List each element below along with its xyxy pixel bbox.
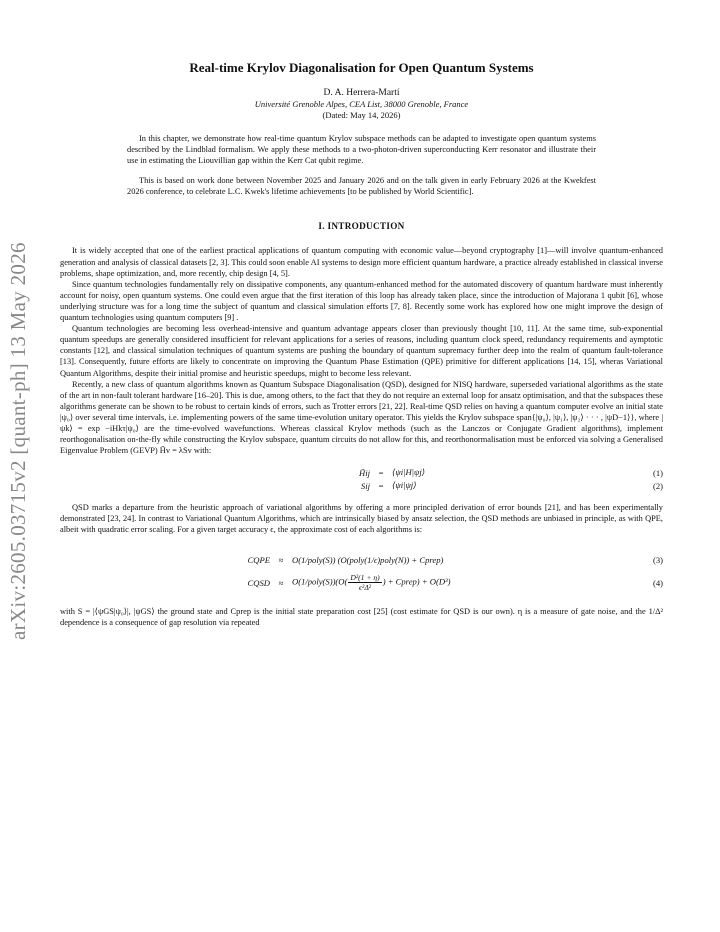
- paper-page: [60, 60, 663, 628]
- arxiv-identifier-stamp: arXiv:2605.03715v2 [quant-ph] 13 May 2026: [6, 242, 30, 640]
- equation-block-2: [60, 550, 663, 596]
- date-line: (Dated: May 14, 2026): [322, 110, 401, 120]
- equation-3-rhs: O(1/poly(S)) (O(poly(1/ϵ)poly(N)) + Cprep): [292, 554, 444, 565]
- equation-1-number: (1): [652, 467, 663, 478]
- equation-4-rhs-prefix: O(1/poly(S))(O(: [292, 576, 348, 587]
- equation-4-fraction: [348, 573, 381, 592]
- equation-1-rhs: ⟨ψi|H|ψj⟩: [392, 467, 426, 478]
- equation-3-number: (3): [652, 554, 663, 565]
- equation-4-fraction-denominator: ϵ²Δ²: [358, 583, 372, 593]
- equation-4: [60, 570, 663, 596]
- final-text: [60, 606, 663, 628]
- equation-4-operator: ≈: [278, 577, 284, 588]
- equation-3: [60, 550, 663, 570]
- author-name: D. A. Herrera-Martí: [323, 88, 400, 98]
- author-affiliation: Université Grenoble Alpes, CEA List, 38000 Grenoble, France: [254, 99, 469, 109]
- equation-2-rhs: ⟨ψi|ψj⟩: [392, 480, 417, 491]
- intro-paragraph-4: Recently, a new class of quantum algorithms known as Quantum Subspace Diagonalisation (QSD), designed for NISQ hardware, superseded variational algorithms as the state of the art in non-fault tolerant hardware [16–20]. This is due, among others, to the fact that they do not require an external loop for ansatz optimisation, and that the subspaces these algorithms generate can be shown to be robust to certain kinds of errors, such as Trotter errors [21, 22]. Real-time QSD relies on having a quantum computer evolve an initial state |ψ₀⟩ over several time intervals, i.e. implementing powers of the same time-evolution unitary operator. This yields the Krylov subspace span{|ψ₀⟩, |ψ₁⟩, |ψ₂⟩ · · · , |ψD−1⟩}, where |ψk⟩ = exp −iHkτ|ψ₀⟩ are the time-evolved wavefunctions. Whereas classical Krylov methods (such as the Lanczos or Conjugate Gradient algorithms), implement reorthogonalisation on-the-fly while constructing the Krylov subspace, quantum circuits do not allow for this, and reorthonormalisation must be enforced via solving a Generalised Eigenvalue Problem (GEVP) H̃v = λSv with:: [60, 379, 663, 456]
- paper-title: Real-time Krylov Diagonalisation for Open Quantum Systems: [189, 60, 534, 75]
- section-heading-introduction: I. INTRODUCTION: [318, 221, 405, 232]
- equation-1-operator: =: [378, 467, 384, 478]
- equation-3-operator: ≈: [278, 554, 284, 565]
- equation-block-1: [60, 466, 663, 492]
- abstract-paragraph-1: In this chapter, we demonstrate how real-time quantum Krylov subspace methods can be adapted to investigate open quantum systems described by the Lindblad formalism. We apply these methods to a two-photon-driven superconducting Kerr resonator and illustrate their use in estimating the Liouvillian gap within the Kerr Cat qubit regime.: [127, 134, 596, 166]
- qsd-paragraph: [60, 502, 663, 535]
- qsd-cost-paragraph: QSD marks a departure from the heuristic approach of variational algorithms by offering a more principled derivation of error bounds [21], and has been experimentally demonstrated [23, 24]. In contrast to Variational Quantum Algorithms, which are intrinsically biased by ansatz selection, the QSD methods are unbiased in principle, as with QPE, albeit with quadratic error scaling. For a given target accuracy ϵ, the approximate cost of each algorithms is:: [60, 503, 663, 535]
- intro-paragraph-2: Since quantum technologies fundamentally rely on dissipative components, any quantum-enhanced method for the automated discovery of quantum hardware must inherently account for noisy, open quantum systems. One could even argue that the first iteration of this loop has already taken place, since the introduction of Majorana 1 qubit [6], whose underlying structure was for a long time the subject of quantum and classical simulation efforts [7, 8]. Recently some work has explored how one might improve the design of quantum technologies using quantum computers [9] .: [60, 279, 663, 323]
- intro-paragraph-3: Quantum technologies are becoming less overhead-intensive and quantum advantage appears closer than previously thought [10, 11]. At the same time, sub-exponential quantum speedups are generally considered insufficient for relevant applications for a series of reasons, including quantum clock speed, redundancy requirements and aymptotic constants [12], and classical simulation techniques of quantum systems are pushing the boundary of quantum supremacy further deep into the realm of quantum fault-tolerance [13]. Consequently, future efforts are likely to concentrate on improving the Quantum Phase Estimation (QPE) primitive for different applications [14, 15], wheras Variational Quantum Algorithms, despite their initial promise and heuristic speedups, might to become less relevant.: [60, 324, 663, 378]
- intro-paragraph-1: It is widely accepted that one of the earliest practical applications of quantum computing with economic value—beyond cryptography [1]—will involve quantum-enhanced generation and analysis of classical datasets [2, 3]. This could soon enable AI systems to design more efficient quantum hardware, a practice already established in classical inverse problems, shape optimization, and, more recently, chip design [4, 5].: [60, 246, 663, 278]
- equation-4-rhs: [292, 573, 633, 592]
- equation-4-rhs-suffix: ) + Cprep) + O(D³): [382, 576, 451, 587]
- equation-4-lhs: CQSD: [247, 577, 270, 588]
- equation-1-lhs: H̃ij: [359, 467, 370, 478]
- equation-4-fraction-numerator: D²(1 + η): [350, 573, 380, 583]
- equation-2: [60, 479, 663, 492]
- equation-3-lhs: CQPE: [247, 554, 270, 565]
- introduction-body: [60, 245, 663, 456]
- equation-1: [60, 466, 663, 479]
- abstract-paragraph-2: This is based on work done between November 2025 and January 2026 and on the talk given in early February 2026 at the Kwekfest 2026 conference, to celebrate L.C. Kwek's lifetime achievements [to be published by World Scientific].: [127, 176, 596, 197]
- equation-2-number: (2): [652, 480, 663, 491]
- equation-2-operator: =: [378, 480, 384, 491]
- equation-4-number: (4): [652, 577, 663, 588]
- equation-2-lhs: Sij: [360, 480, 370, 491]
- final-paragraph: with S = |⟨ψGS|ψ₀⟩|, |ψGS⟩ the ground state and Cprep is the initial state preparation cost [25] (cost estimate for QSD is our own). η is a measure of gate noise, and the 1/Δ² dependence is a consequence of gap resolution via repeated: [60, 606, 663, 627]
